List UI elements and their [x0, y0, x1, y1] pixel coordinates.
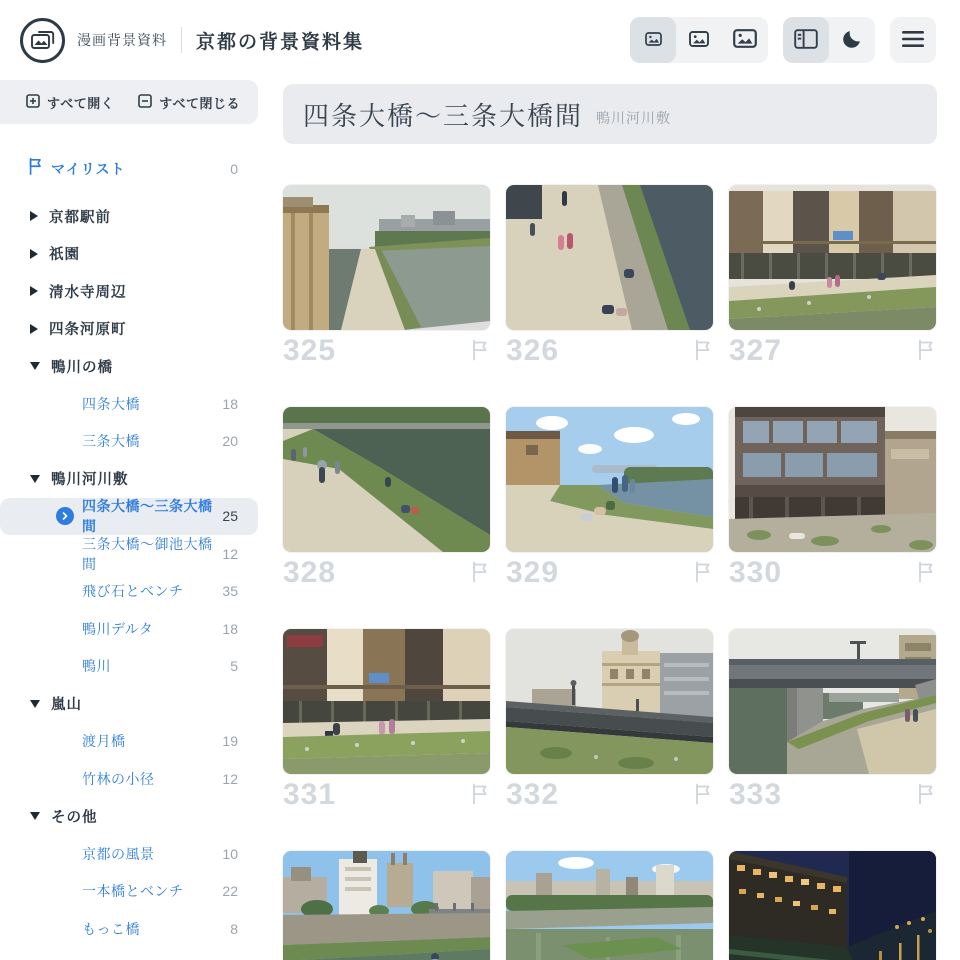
child-label: 一本橋とベンチ — [82, 883, 184, 900]
photo-cell — [506, 185, 713, 407]
collapse-all-icon — [138, 94, 152, 111]
photo-caption — [506, 552, 713, 629]
child-label: 飛び石とベンチ — [82, 583, 184, 600]
photo-scene-river-overview — [283, 185, 490, 330]
child-label: 三条大橋 — [82, 433, 140, 450]
flag-icon[interactable] — [916, 558, 936, 588]
child-count: 25 — [222, 508, 238, 525]
photo-caption — [729, 330, 936, 407]
sidebar-section-kiyomizu[interactable] — [0, 273, 258, 311]
caret-right-icon — [30, 286, 38, 296]
photo-number: 327 — [729, 334, 783, 367]
section-label: 鴨川河川敷 — [51, 472, 129, 489]
sidebar-item-sanjo-oike[interactable] — [0, 535, 258, 573]
caret-down-icon — [30, 812, 40, 820]
photo-cell — [283, 185, 490, 407]
brand[interactable] — [20, 18, 167, 63]
category-tree — [0, 198, 280, 948]
photo-thumbnail-10[interactable] — [283, 851, 490, 960]
flag-icon[interactable] — [916, 780, 936, 810]
child-count: 18 — [222, 395, 238, 412]
sidebar-item-sanjo-ohashi[interactable] — [0, 423, 258, 461]
caret-right-icon — [30, 324, 38, 334]
photo-thumbnail-331[interactable] — [283, 629, 490, 774]
child-count: 10 — [222, 845, 238, 862]
expand-all-button[interactable] — [26, 93, 114, 112]
sidebar-section-kyoto-station[interactable] — [0, 198, 258, 236]
sidebar-item-stepping-stones[interactable] — [0, 573, 258, 611]
photo-scene-bridge-underpass — [729, 629, 936, 774]
header-divider — [181, 27, 182, 53]
photo-scene-restaurant-building — [729, 407, 936, 552]
photo-cell — [729, 851, 936, 960]
photo-scene-kawayuka-row — [729, 185, 936, 330]
photo-cell — [506, 629, 713, 851]
sidebar-item-mylist[interactable] — [0, 150, 258, 188]
image-medium-icon — [689, 31, 709, 50]
sidebar-item-mokko-bashi[interactable] — [0, 910, 258, 948]
child-label: 京都の風景 — [82, 845, 155, 862]
display-mode-group — [783, 17, 875, 63]
photo-scene-night-kawadoko — [729, 851, 936, 960]
section-label: 鴨川の橋 — [51, 359, 113, 376]
flag-icon[interactable] — [693, 780, 713, 810]
photo-grid — [283, 185, 937, 960]
sidebar-item-shijo-sanjo-selected[interactable] — [0, 498, 258, 536]
sidebar-item-shijo-ohashi[interactable] — [0, 385, 258, 423]
photo-thumbnail-326[interactable] — [506, 185, 713, 330]
child-label: 鴨川 — [82, 658, 111, 675]
photo-thumbnail-328[interactable] — [283, 407, 490, 552]
image-small-icon — [645, 32, 662, 49]
page-body — [0, 80, 960, 960]
photo-thumbnail-330[interactable] — [729, 407, 936, 552]
photo-thumbnail-325[interactable] — [283, 185, 490, 330]
sidebar-section-others[interactable] — [0, 798, 258, 836]
mylist-label: マイリスト — [51, 160, 126, 177]
main-content — [280, 80, 960, 960]
photo-scene-sunny-bank — [506, 407, 713, 552]
photo-thumbnail-329[interactable] — [506, 407, 713, 552]
section-label: その他 — [51, 809, 98, 826]
photo-number: 333 — [729, 778, 783, 811]
photo-thumbnail-12[interactable] — [729, 851, 936, 960]
photo-cell — [729, 407, 936, 629]
photo-caption — [283, 774, 490, 851]
photo-scene-river-delta-green — [506, 851, 713, 960]
photo-number: 332 — [506, 778, 560, 811]
photo-cell — [506, 851, 713, 960]
photo-cell — [729, 185, 936, 407]
sidebar-section-gion[interactable] — [0, 235, 258, 273]
photo-cell — [283, 629, 490, 851]
sidebar-section-kamogawa-bridges[interactable] — [0, 348, 258, 386]
caret-right-icon — [30, 249, 38, 259]
collapse-all-button[interactable] — [138, 93, 240, 112]
sidebar-topbar — [0, 80, 258, 124]
child-label: 渡月橋 — [82, 733, 126, 750]
section-label: 清水寺周辺 — [49, 284, 127, 301]
hamburger-menu-button[interactable] — [890, 17, 936, 63]
photo-caption — [506, 330, 713, 407]
photo-scene-kawayuka-closeup — [283, 629, 490, 774]
section-label: 京都駅前 — [49, 209, 111, 226]
expand-all-icon — [26, 94, 40, 111]
collapse-all-label: すべて閉じる — [159, 95, 240, 111]
photo-scene-riverside-path — [506, 185, 713, 330]
photo-scene-bridge-ornate-building — [506, 629, 713, 774]
sidebar-item-ipponbashi-bench[interactable] — [0, 873, 258, 911]
child-label: 四条大橋 — [82, 395, 140, 412]
content-subtitle: 鴨川河川敷 — [596, 110, 672, 126]
photo-number: 326 — [506, 334, 560, 367]
caret-down-icon — [30, 475, 40, 483]
page-title: 京都の背景資料集 — [196, 31, 365, 53]
photo-scene-city-skyline-riverbank — [283, 851, 490, 960]
header-actions — [630, 17, 936, 63]
child-count: 19 — [222, 733, 238, 750]
photo-caption — [729, 774, 936, 851]
sidebar-item-kamogawa-delta[interactable] — [0, 610, 258, 648]
sidebar-item-kyoto-scenery[interactable] — [0, 835, 258, 873]
child-label: 鴨川デルタ — [82, 620, 154, 637]
flag-icon[interactable] — [916, 336, 936, 366]
child-count: 18 — [222, 620, 238, 637]
sidebar-item-bamboo-path[interactable] — [0, 760, 258, 798]
sidebar-item-kamogawa[interactable] — [0, 648, 258, 686]
photo-cell — [506, 407, 713, 629]
sidebar-section-arashiyama[interactable] — [0, 685, 258, 723]
child-count: 12 — [222, 770, 238, 787]
image-large-icon — [733, 29, 757, 51]
photo-number: 331 — [283, 778, 337, 811]
flag-icon[interactable] — [470, 558, 490, 588]
photo-number: 329 — [506, 556, 560, 589]
photo-cell — [283, 851, 490, 960]
header — [0, 0, 960, 80]
section-label: 四条河原町 — [49, 322, 127, 339]
section-label: 嵐山 — [51, 697, 82, 714]
thumbnail-size-small-button[interactable] — [630, 17, 676, 63]
photo-number: 328 — [283, 556, 337, 589]
mylist-count: 0 — [230, 160, 238, 177]
flag-icon[interactable] — [693, 336, 713, 366]
photo-caption — [506, 774, 713, 851]
content-title: 四条大橋〜三条大橋間 — [303, 100, 584, 131]
thumbnail-size-group — [630, 17, 768, 63]
photo-cell — [729, 629, 936, 851]
sidebar-toggle-button[interactable] — [783, 17, 829, 63]
chevron-circle-icon — [56, 507, 74, 525]
photo-thumbnail-11[interactable] — [506, 851, 713, 960]
child-count: 20 — [222, 433, 238, 450]
photo-number: 325 — [283, 334, 337, 367]
caret-right-icon — [30, 211, 38, 221]
child-label: 四条大橋〜三条大橋間 — [82, 498, 213, 535]
photo-thumbnail-327[interactable] — [729, 185, 936, 330]
child-count: 22 — [222, 883, 238, 900]
sidebar — [0, 80, 280, 960]
flag-icon[interactable] — [693, 558, 713, 588]
photo-caption — [283, 330, 490, 407]
photo-scene-walkway-river — [283, 407, 490, 552]
hamburger-icon — [902, 31, 924, 50]
photo-thumbnail-332[interactable] — [506, 629, 713, 774]
photo-cell — [283, 407, 490, 629]
moon-icon — [841, 28, 863, 53]
child-count: 5 — [230, 658, 238, 675]
sidebar-section-kamogawa-riverbed[interactable] — [0, 460, 258, 498]
child-count: 8 — [230, 920, 238, 937]
flag-icon[interactable] — [470, 780, 490, 810]
sidebar-item-togetsukyo[interactable] — [0, 723, 258, 761]
sidebar-panel-icon — [794, 29, 818, 52]
caret-down-icon — [30, 362, 40, 370]
caret-down-icon — [30, 700, 40, 708]
menu-group — [890, 17, 936, 63]
child-count: 35 — [222, 583, 238, 600]
sidebar-section-shijo-kawaramachi[interactable] — [0, 310, 258, 348]
dark-mode-button[interactable] — [829, 17, 875, 63]
section-label: 祇園 — [49, 247, 80, 264]
flag-icon — [27, 157, 44, 180]
logo-photos-icon — [20, 18, 65, 63]
child-count: 12 — [222, 545, 238, 562]
photo-number: 330 — [729, 556, 783, 589]
content-titlebar — [283, 84, 937, 144]
thumbnail-size-large-button[interactable] — [722, 17, 768, 63]
child-label: もっこ橋 — [82, 920, 140, 937]
brand-text: 漫画背景資料 — [77, 32, 167, 48]
child-label: 三条大橋〜御池大橋間 — [82, 535, 213, 572]
photo-caption — [283, 552, 490, 629]
expand-all-label: すべて開く — [47, 95, 115, 111]
photo-thumbnail-333[interactable] — [729, 629, 936, 774]
thumbnail-size-medium-button[interactable] — [676, 17, 722, 63]
flag-icon[interactable] — [470, 336, 490, 366]
photo-caption — [729, 552, 936, 629]
child-label: 竹林の小径 — [82, 770, 155, 787]
